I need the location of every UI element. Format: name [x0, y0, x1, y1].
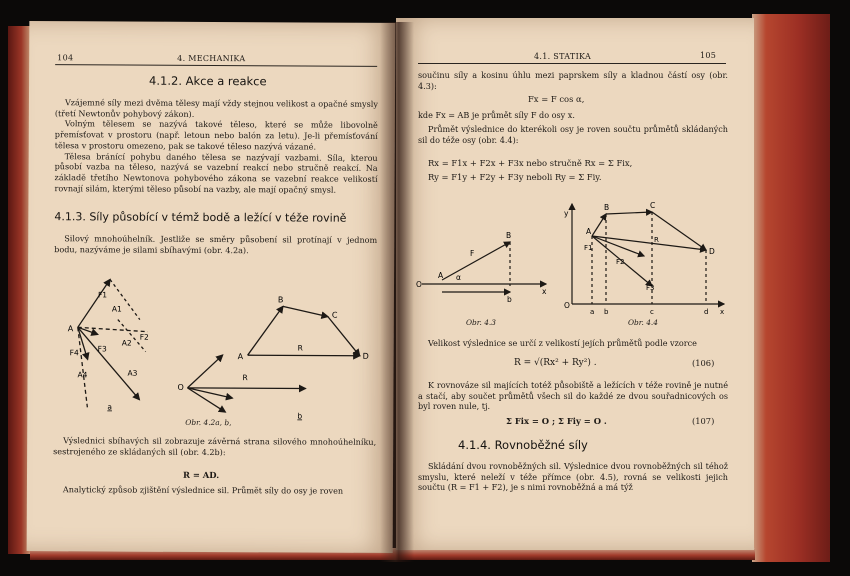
- right-page-edges: [752, 14, 830, 562]
- paragraph: Skládání dvou rovnoběžných sil. Výslednice dvou rovnoběžných sil téhož smyslu, které neleží v téže přímce (obr. 4.5), rovná se velikosti jejich součtu (R = F1 + F2), je s nimi rovnoběžná a má týž: [418, 461, 728, 493]
- equation-number-106: (106): [692, 358, 715, 368]
- paragraph: Analytický způsob zjištění výslednice sil. Průmět síly do osy je roven: [62, 484, 344, 496]
- paragraph: Velikost výslednice se určí z velikostí jejích průmětů podle vzorce: [428, 338, 697, 348]
- resultant-text: [53, 435, 376, 458]
- figure-4-3: [422, 242, 546, 292]
- section-412-text: [54, 97, 377, 195]
- label-y-44: y: [564, 209, 569, 218]
- figures-4-3-4-4: [414, 194, 734, 324]
- label-C: C: [331, 310, 338, 320]
- figure-4-4-caption: Obr. 4.4: [628, 318, 658, 327]
- label-b-43: b: [507, 295, 512, 304]
- label-R-polygon: R: [297, 343, 303, 353]
- label-b-44: b: [604, 308, 609, 316]
- page-number-right: 105: [700, 51, 717, 60]
- figure-label-b: b: [297, 411, 303, 421]
- section-412-title: 4.1.2. Akce a reakce: [149, 73, 267, 89]
- where-text: [418, 110, 728, 121]
- paragraph: Výslednici sbíhavých sil zobrazuje závěrná strana silového mnohoúhelníku, sestrojeného ze skládaných sil (obr. 4.2b):: [53, 435, 377, 457]
- label-x-44: x: [720, 308, 725, 316]
- label-D-44: D: [709, 247, 715, 256]
- figure-4-2b: [187, 306, 360, 413]
- formula-R-AD: R = AD.: [182, 469, 220, 481]
- formula-ry: Ry = F1y + F2y + F3y neboli Ry = Σ Fiy.: [428, 172, 602, 182]
- label-A1: A1: [111, 304, 122, 314]
- formula-fx: Fx = F cos α,: [528, 94, 585, 104]
- label-D: D: [362, 351, 369, 361]
- running-head-left: 4. MECHANIKA: [177, 53, 246, 64]
- paragraph: Průmět výslednice do kterékoli osy je roven součtu průmětů skládaných sil do téže osy (obr. 4.4):: [418, 124, 728, 145]
- section-414-title: 4.1.4. Rovnoběžné síly: [458, 438, 588, 452]
- label-R-44: R: [654, 236, 659, 244]
- label-a-44: a: [590, 308, 595, 316]
- label-C-44: C: [650, 201, 656, 210]
- label-A3: A3: [127, 368, 138, 378]
- figure-4-2: [47, 259, 378, 421]
- label-A-43: A: [438, 271, 444, 280]
- intro-text: [418, 70, 728, 91]
- label-F1-44: F1: [584, 244, 593, 252]
- label-F2-44: F2: [616, 258, 625, 266]
- label-x-43: x: [542, 287, 547, 296]
- projection-text: [418, 124, 728, 145]
- label-A2: A2: [121, 338, 132, 348]
- section-413-text: [54, 233, 377, 256]
- label-O: O: [177, 382, 184, 392]
- label-B-43: B: [506, 231, 512, 240]
- section-413-title: 4.1.3. Síly působící v témž bodě a ležící v téže rovině: [54, 210, 347, 225]
- label-alpha: α: [456, 273, 461, 282]
- book-spine-shadow: [380, 22, 414, 562]
- paragraph: Vzájemné síly mezi dvěma tělesy mají vždy stejnou velikost a opačné smysly (třetí Newtonův pohybový zákon).: [54, 97, 378, 119]
- figure-4-2-caption: Obr. 4.2a, b,: [185, 417, 232, 428]
- label-A-b: A: [237, 352, 244, 362]
- parallel-forces-text: [418, 461, 728, 493]
- label-R-b: R: [242, 373, 248, 383]
- magnitude-text: [418, 338, 728, 349]
- label-A-44: A: [586, 227, 592, 236]
- paragraph: Silový mnohoúhelník. Jestliže se směry působení sil protínají v jednom bodu, nazýváme je silami sbíhavými (obr. 4.2a).: [54, 233, 378, 255]
- label-d-44: d: [704, 308, 709, 316]
- figure-label-a: a: [107, 402, 113, 412]
- left-page: [27, 21, 396, 553]
- formula-R: R = √(Rx² + Ry²) .: [514, 358, 597, 368]
- label-O-44: O: [564, 301, 570, 310]
- label-O-43: O: [416, 280, 422, 289]
- label-B-44: B: [604, 203, 610, 212]
- label-c-44: c: [650, 308, 654, 316]
- figure-4-2a: [77, 279, 148, 407]
- formula-rx: Rx = F1x + F2x + F3x nebo stručně Rx = Σ Fix,: [428, 158, 633, 168]
- paragraph: K rovnováze sil majících totéž působiště a ležících v téže rovině je nutné a stačí, aby součet průmětů všech sil do každé ze dvou souřadnicových os byl roven nule, tj.: [418, 380, 728, 412]
- label-F2: F2: [139, 332, 149, 342]
- right-page: [396, 18, 754, 550]
- analytic-text: [53, 484, 376, 496]
- label-F3-44: F3: [646, 284, 655, 292]
- page-number-left: 104: [57, 53, 74, 63]
- label-A: A: [67, 324, 74, 334]
- figure-4-3-caption: Obr. 4.3: [466, 318, 496, 327]
- equation-number-107: (107): [692, 416, 715, 426]
- equilibrium-text: [418, 380, 728, 412]
- paragraph: Tělesa bránící pohybu daného tělesa se nazývají vazbami. Síla, kterou působí vazba na těleso, nazývá se vazební reakcí nebo stručně reakcí. Na základě třetího Newtonova pohybového zákona se vazební reakce velikostí rovnají silám, kterými těleso působí na vazby, ale mají opačný smysl.: [54, 150, 378, 195]
- label-F3: F3: [97, 344, 107, 354]
- label-F4: F4: [69, 348, 79, 358]
- paragraph: Volným tělesem se nazývá takové těleso, které se může libovolně přemísťovat v prostoru (např. letoun nebo balón za letu). Je-li přemísťování tělesa v prostoru omezeno, pak se takové těleso nazývá vázané.: [54, 118, 378, 152]
- formula-equilibrium: Σ Fix = O ; Σ Fiy = O .: [506, 416, 607, 426]
- label-F-43: F: [470, 249, 475, 258]
- paragraph: součinu síly a kosinu úhlu mezi paprskem síly a kladnou částí osy (obr. 4.3):: [418, 70, 728, 91]
- label-B: B: [277, 295, 284, 305]
- label-A4: A4: [77, 370, 88, 380]
- label-F1: F1: [97, 290, 108, 300]
- header-rule: [418, 63, 726, 64]
- paragraph: kde Fx = AB je průmět síly F do osy x.: [418, 110, 575, 120]
- header-rule: [55, 64, 377, 67]
- running-head-right: 4.1. STATIKA: [534, 52, 592, 61]
